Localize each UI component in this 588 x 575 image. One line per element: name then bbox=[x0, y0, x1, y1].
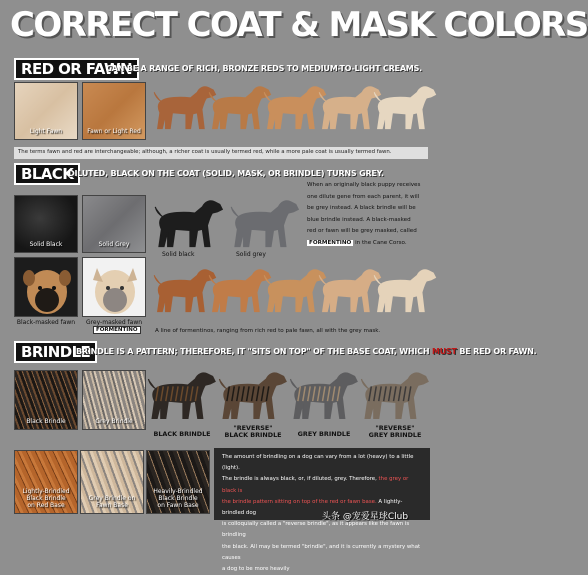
panel-text: The brindle is always black, or, if diluted, grey. Therefore, bbox=[222, 476, 379, 483]
swatch-black-brindle bbox=[14, 370, 78, 430]
swatch-label: Solid Grey bbox=[98, 241, 130, 248]
dog-silhouette-icon bbox=[146, 364, 220, 426]
brindle-dog-label-line: "REVERSE" bbox=[375, 424, 415, 432]
info-line: blue brindle instead. A black-masked bbox=[307, 216, 411, 223]
dog-label-solid-grey: Solid grey bbox=[236, 251, 266, 258]
formentino-highlight: FORMENTINO bbox=[309, 239, 352, 246]
dog-silhouette-icon bbox=[217, 364, 291, 426]
dog-silhouette-icon bbox=[372, 76, 440, 138]
panel-line: The amount of brindling on a dog can vary from a lot (heavy) to a little (light). bbox=[222, 454, 414, 472]
panel-warn-text: the brindle pattern sitting on top of the red or fawn base. bbox=[222, 498, 377, 505]
swatch-grey-brindle bbox=[82, 370, 146, 430]
dog-silhouette-icon bbox=[226, 192, 306, 254]
brindle-label-text: BRINDLE bbox=[21, 343, 91, 361]
brindle-desc-must: MUST bbox=[431, 347, 457, 356]
dog-silhouette-icon bbox=[288, 364, 362, 426]
black-section-label: BLACK bbox=[14, 163, 80, 185]
swatch-label-line: on Red Base bbox=[27, 502, 65, 509]
swatch-label-line: Lightly-Brindled bbox=[22, 488, 70, 495]
swatch-fawn-or-light-red bbox=[82, 82, 146, 140]
brindle-description bbox=[76, 347, 537, 356]
portrait-label-black-masked: Black-masked fawn bbox=[16, 319, 76, 326]
brindle-dog-label-line: BLACK BRINDLE bbox=[224, 431, 282, 439]
brindle-dog-label bbox=[146, 431, 218, 438]
swatch-label-line: on Fawn Base bbox=[157, 502, 199, 509]
info-line: be grey instead. A black brindle will be bbox=[307, 205, 416, 212]
panel-line: a dog to be more heavily bbox=[222, 566, 290, 573]
swatch-grey-brindle-on-fawn bbox=[80, 450, 144, 514]
swatch-label-line: Fawn Base bbox=[96, 502, 128, 509]
dog-silhouette-icon bbox=[150, 192, 230, 254]
formentino-tag: FORMENTINO bbox=[93, 326, 141, 334]
panel-line: is colloquially called a "reverse brindle", as it appears like the fawn is brindling bbox=[222, 521, 410, 539]
brindle-desc-suffix: BE RED OR FAWN. bbox=[456, 347, 537, 356]
brindle-dog-label bbox=[217, 425, 289, 439]
swatch-label bbox=[81, 495, 143, 509]
brindle-dog-label-line: GREY BRINDLE bbox=[368, 431, 422, 439]
swatch-label-line: Black Brindle bbox=[158, 495, 198, 502]
swatch-label bbox=[147, 488, 209, 509]
brindle-dog-label bbox=[359, 425, 431, 439]
panel-line bbox=[222, 474, 422, 496]
brindle-dog-label bbox=[288, 431, 360, 438]
swatch-label: Grey Brindle bbox=[95, 418, 133, 425]
panel-line: the black. All may be termed "brindle", and it is currently a mystery what causes bbox=[222, 543, 421, 561]
brindle-dog-lineup bbox=[146, 362, 430, 426]
brindle-dog-label-line: BLACK BRINDLE bbox=[153, 430, 211, 438]
dog-head-icon bbox=[15, 258, 79, 318]
dog-head-icon bbox=[83, 258, 147, 318]
watermark: 头条 @宠爱星球Club bbox=[322, 512, 409, 522]
swatch-label bbox=[15, 488, 77, 509]
swatch-label: Solid Black bbox=[29, 241, 63, 248]
page-title: CORRECT COAT & MASK COLORS bbox=[10, 5, 588, 45]
portrait-black-masked-fawn bbox=[14, 257, 78, 317]
portrait-label-grey-masked: Grey-masked fawn bbox=[85, 319, 143, 326]
swatch-solid-grey bbox=[82, 195, 146, 253]
red-fawn-note: The terms fawn and red are interchangeable; although, a richer coat is usually termed red, while a more pale coat is usually termed fawn. bbox=[14, 147, 428, 159]
dog-silhouette-icon bbox=[372, 260, 440, 320]
brindle-dog-labels bbox=[146, 425, 430, 445]
red-fawn-section-label: RED OR FAWN bbox=[14, 58, 139, 80]
black-description: DILUTED, BLACK ON THE COAT (SOLID, MASK, OR BRINDLE) TURNS GREY. bbox=[68, 169, 384, 178]
formentino-caption: A line of formentinos, ranging from rich red to pale fawn, all with the grey mask. bbox=[155, 328, 381, 334]
swatch-label: Fawn or Light Red bbox=[87, 128, 141, 135]
panel-text: A lightly-brindled dog bbox=[222, 498, 403, 517]
dog-label-solid-black: Solid black bbox=[162, 251, 195, 258]
info-line: When an originally black puppy receives bbox=[307, 182, 421, 188]
black-grey-dog-pair bbox=[150, 190, 306, 256]
swatch-label: Black Brindle bbox=[26, 418, 66, 425]
info-line bbox=[307, 238, 428, 250]
red-fawn-dog-lineup bbox=[152, 74, 428, 144]
swatch-label: Light Fawn bbox=[29, 128, 63, 135]
brindle-dog-label-line: "REVERSE" bbox=[233, 424, 273, 432]
brindle-dog-label-line: GREY BRINDLE bbox=[297, 430, 351, 438]
formentino-dog-lineup bbox=[152, 258, 428, 322]
swatch-label-line: Black Brindle bbox=[26, 495, 66, 502]
brindle-desc-prefix: BRINDLE IS A PATTERN; THEREFORE, IT "SITS ON TOP" OF THE BASE COAT, WHICH bbox=[76, 347, 432, 356]
info-line: red or fawn will be grey masked, called bbox=[307, 228, 417, 235]
dog-silhouette-icon bbox=[359, 364, 433, 426]
swatch-label-line: Grey Brindle on bbox=[88, 495, 136, 502]
swatch-light-fawn bbox=[14, 82, 78, 140]
info-line: one dilute gene from each parent, it will bbox=[307, 193, 420, 200]
info-suffix: in the Cane Corso. bbox=[353, 239, 407, 246]
portrait-grey-masked-fawn bbox=[82, 257, 146, 317]
swatch-solid-black bbox=[14, 195, 78, 253]
red-fawn-description: CAN BE A RANGE OF RICH, BRONZE REDS TO MEDIUM-TO-LIGHT CREAMS. bbox=[106, 64, 422, 73]
dilute-info-text bbox=[307, 180, 428, 250]
swatch-label-line: Heavily-Brindled bbox=[153, 488, 203, 495]
panel-warn-text: the grey or black is bbox=[222, 476, 409, 494]
swatch-heavily-brindled-black-on-fawn bbox=[146, 450, 210, 514]
swatch-lightly-brindled-black-on-red bbox=[14, 450, 78, 514]
